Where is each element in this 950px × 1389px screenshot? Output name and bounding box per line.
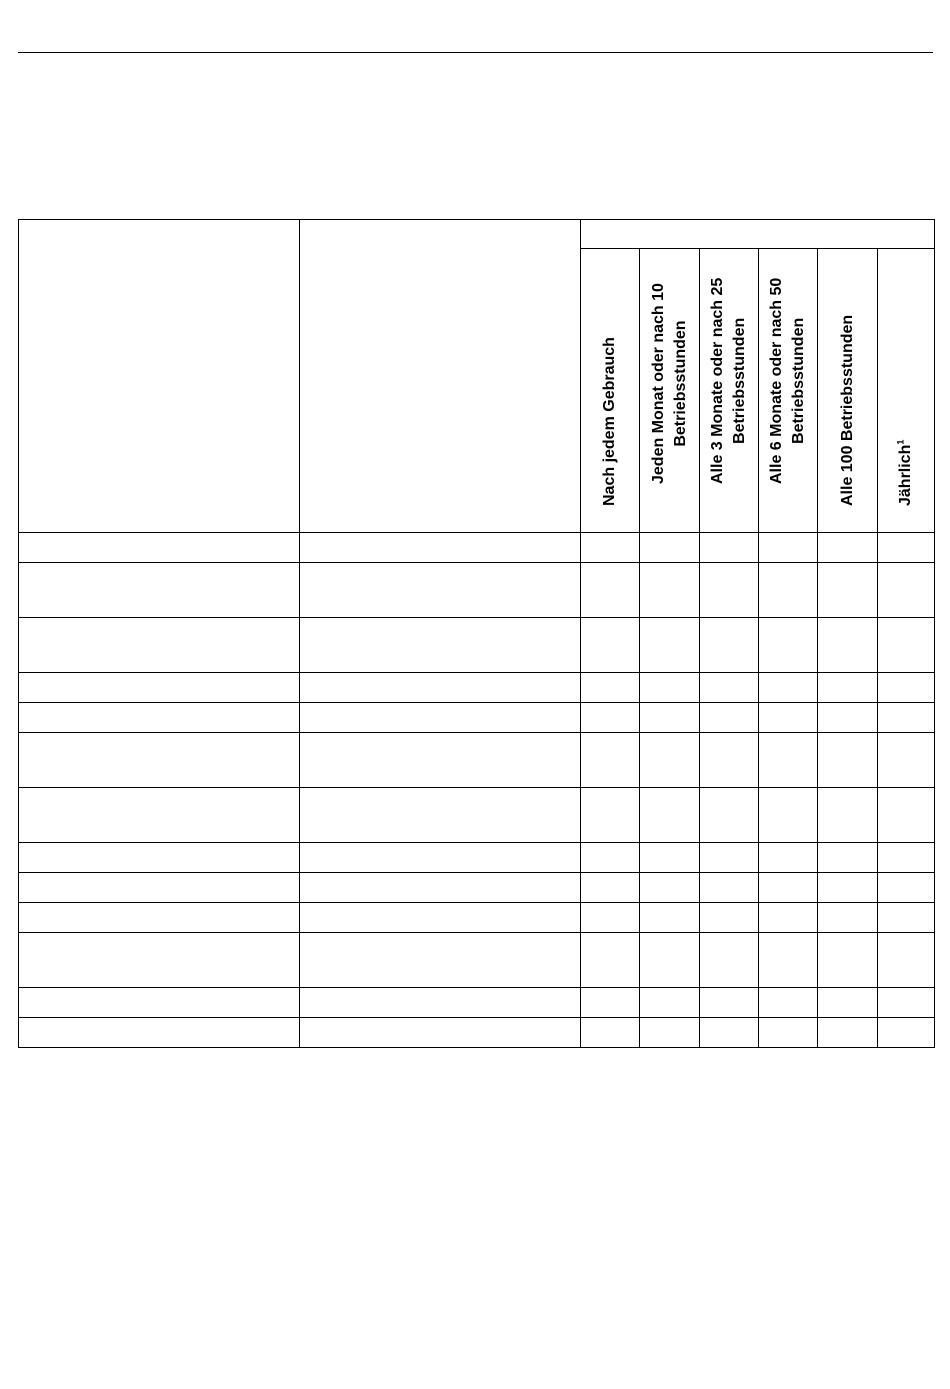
interval-cell: [640, 933, 700, 988]
interval-cell: [759, 903, 818, 933]
procedure-cell: [300, 843, 581, 873]
interval-cell: [818, 618, 878, 673]
header-interval-6-months: [759, 249, 818, 533]
interval-cell: [581, 988, 640, 1018]
interval-cell: [700, 703, 759, 733]
table-row: [19, 733, 935, 788]
interval-cell: [640, 873, 700, 903]
interval-cell: [581, 563, 640, 618]
schedule-body: [19, 533, 935, 1048]
interval-cell: [759, 563, 818, 618]
interval-cell: [581, 733, 640, 788]
interval-cell: [581, 843, 640, 873]
procedure-cell: [300, 673, 581, 703]
interval-cell: [581, 533, 640, 563]
interval-cell: [581, 873, 640, 903]
component-cell: [19, 533, 300, 563]
interval-cell: [759, 618, 818, 673]
interval-cell: [759, 788, 818, 843]
header-cell-interval-group: [581, 220, 935, 249]
interval-cell: [700, 733, 759, 788]
procedure-cell: [300, 533, 581, 563]
interval-label-line1: Alle 100 Betriebsstunden: [838, 314, 856, 506]
table-row: [19, 1018, 935, 1048]
table-row: [19, 843, 935, 873]
interval-cell: [700, 533, 759, 563]
interval-cell: [878, 843, 935, 873]
interval-cell: [640, 1018, 700, 1048]
interval-cell: [878, 733, 935, 788]
component-cell: [19, 933, 300, 988]
procedure-cell: [300, 563, 581, 618]
interval-cell: [878, 988, 935, 1018]
interval-cell: [818, 563, 878, 618]
interval-cell: [878, 618, 935, 673]
table-row: [19, 988, 935, 1018]
interval-cell: [818, 903, 878, 933]
interval-cell: [759, 703, 818, 733]
interval-cell: [818, 533, 878, 563]
table-row: [19, 903, 935, 933]
interval-cell: [640, 988, 700, 1018]
procedure-cell: [300, 1018, 581, 1048]
interval-cell: [700, 843, 759, 873]
procedure-cell: [300, 903, 581, 933]
interval-cell: [640, 703, 700, 733]
interval-cell: [581, 903, 640, 933]
interval-label-line2: Betriebsstunden: [671, 320, 689, 447]
table-row: [19, 563, 935, 618]
interval-cell: [818, 1018, 878, 1048]
interval-cell: [818, 873, 878, 903]
interval-cell: [581, 788, 640, 843]
component-cell: [19, 788, 300, 843]
interval-cell: [700, 903, 759, 933]
procedure-cell: [300, 873, 581, 903]
interval-cell: [759, 843, 818, 873]
interval-cell: [818, 733, 878, 788]
interval-cell: [878, 873, 935, 903]
interval-cell: [878, 933, 935, 988]
interval-cell: [640, 788, 700, 843]
component-cell: [19, 618, 300, 673]
component-cell: [19, 988, 300, 1018]
interval-cell: [700, 933, 759, 988]
interval-cell: [581, 933, 640, 988]
interval-cell: [818, 988, 878, 1018]
component-cell: [19, 903, 300, 933]
table-row: [19, 873, 935, 903]
interval-cell: [700, 788, 759, 843]
procedure-cell: [300, 733, 581, 788]
table-row: [19, 788, 935, 843]
interval-cell: [878, 563, 935, 618]
interval-cell: [878, 703, 935, 733]
component-cell: [19, 673, 300, 703]
interval-cell: [700, 563, 759, 618]
interval-cell: [878, 533, 935, 563]
table-row: [19, 673, 935, 703]
interval-cell: [581, 673, 640, 703]
interval-cell: [640, 733, 700, 788]
procedure-cell: [300, 788, 581, 843]
interval-cell: [818, 933, 878, 988]
interval-cell: [700, 873, 759, 903]
interval-cell: [818, 703, 878, 733]
header-interval-after-each-use: [581, 249, 640, 533]
interval-cell: [818, 788, 878, 843]
interval-cell: [640, 843, 700, 873]
interval-cell: [640, 673, 700, 703]
maintenance-schedule-table: [18, 219, 935, 1048]
interval-label-line1: Jeden Monat oder nach 10: [649, 283, 667, 484]
header-cell-procedure: [300, 220, 581, 533]
interval-label-line1: Jährlich: [897, 444, 915, 506]
header-cell-component: [19, 220, 300, 533]
interval-cell: [759, 533, 818, 563]
component-cell: [19, 733, 300, 788]
interval-cell: [878, 788, 935, 843]
procedure-cell: [300, 618, 581, 673]
interval-label-line1: Alle 6 Monate oder nach 50: [768, 277, 785, 484]
header-interval-100-hours: [818, 249, 878, 533]
header-interval-monthly: [640, 249, 700, 533]
interval-label-line1: Nach jedem Gebrauch: [601, 337, 618, 506]
interval-cell: [640, 563, 700, 618]
interval-cell: [759, 1018, 818, 1048]
procedure-cell: [300, 988, 581, 1018]
interval-cell: [878, 1018, 935, 1048]
interval-cell: [759, 733, 818, 788]
interval-cell: [759, 933, 818, 988]
table-row: [19, 618, 935, 673]
header-interval-yearly: [878, 249, 935, 533]
interval-cell: [759, 673, 818, 703]
interval-cell: [700, 988, 759, 1018]
footnote-marker: 1: [895, 439, 906, 445]
interval-label-line2: Betriebsstunden: [790, 317, 807, 444]
interval-cell: [640, 618, 700, 673]
interval-cell: [700, 1018, 759, 1048]
component-cell: [19, 1018, 300, 1048]
interval-cell: [581, 618, 640, 673]
table-row: [19, 703, 935, 733]
interval-label-line2: Betriebsstunden: [731, 317, 748, 444]
interval-cell: [581, 703, 640, 733]
interval-cell: [878, 903, 935, 933]
component-cell: [19, 873, 300, 903]
component-cell: [19, 843, 300, 873]
table-row: [19, 533, 935, 563]
interval-cell: [581, 1018, 640, 1048]
interval-cell: [700, 618, 759, 673]
top-rule: [18, 52, 933, 53]
procedure-cell: [300, 933, 581, 988]
component-cell: [19, 703, 300, 733]
interval-cell: [818, 673, 878, 703]
interval-cell: [640, 903, 700, 933]
interval-cell: [759, 873, 818, 903]
interval-cell: [878, 673, 935, 703]
interval-cell: [700, 673, 759, 703]
component-cell: [19, 563, 300, 618]
interval-label-line1: Alle 3 Monate oder nach 25: [709, 277, 726, 484]
table-row: [19, 933, 935, 988]
interval-cell: [818, 843, 878, 873]
interval-cell: [759, 988, 818, 1018]
procedure-cell: [300, 703, 581, 733]
interval-cell: [640, 533, 700, 563]
header-interval-3-months: [700, 249, 759, 533]
